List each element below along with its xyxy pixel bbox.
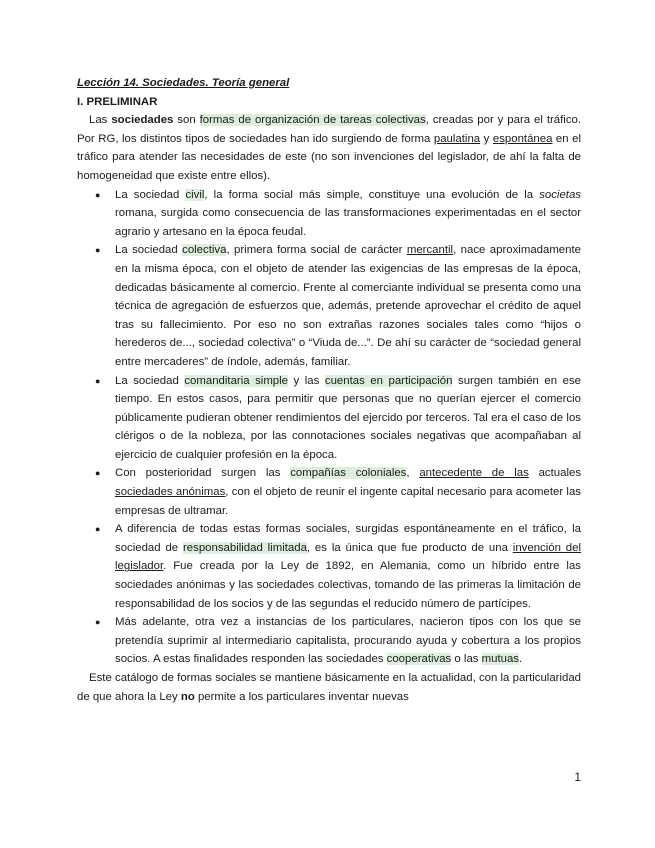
closing-paragraph: Este catálogo de formas sociales se mantiene básicamente en la actualidad, con la particularidad de que ahora la Ley no permite a los particulares inventar nuevas xyxy=(77,672,581,703)
highlight: compañías coloniales xyxy=(290,467,407,480)
highlight: formas de organización de tareas colectivas xyxy=(199,114,426,127)
list-item: ● La sociedad civil, la forma social más simple, constituye una evolución de la societas romana, surgida como consecuencia de las transformaciones experimentadas en el sector agrario y artesano en la época feudal. xyxy=(115,186,581,242)
lesson-title: Lección 14. Sociedades. Teoría general xyxy=(77,77,290,89)
highlight: responsabilidad limitada xyxy=(183,541,307,554)
intro-paragraph: Las sociedades son formas de organización de tareas colectivas, creadas por y para el tráfico. Por RG, los distintos tipos de sociedades han ido surgiendo de forma paulatina y espontánea en el tráfico para atender las necesidades de este (no son invenciones del legislador, de ahí la falta de homogeneidad que existe entre ellos). xyxy=(77,114,582,182)
highlight: cuentas en participación xyxy=(324,374,453,387)
highlight: civil xyxy=(185,188,205,201)
list-item: ● La sociedad comanditaria simple y las cuentas en participación surgen también en ese tiempo. En estos casos, para permitir que personas que no querían ejercer el comercio públicamente pudieran obtener rendimientos del ejercido por terceros. Tal era el caso de los clérigos o de la nobleza, por las connotaciones sociales negativas que acompañaban al ejercicio de cualquier profesión en la época. xyxy=(115,372,581,465)
highlight: cooperativas xyxy=(386,653,452,666)
highlight: mutuas xyxy=(481,653,519,666)
document-page xyxy=(77,74,581,706)
list-item: ● La sociedad colectiva, primera forma social de carácter mercantil, nace aproximadamente en la misma época, con el objeto de atender las exigencias de las empresas de la época, dedicadas básicamente al comercio. Frente al comerciante individual se presenta como una técnica de agregación de esfuerzos que, además, pretende aprovechar el crédito de aquel tras su fallecimiento. Por eso no son extrañas razones sociales tales como “hijos o herederos de..., sociedad colectiva” o “Viuda de...”. De ahí su carácter de “sociedad general entre mercaderes” de índole, además, familiar. xyxy=(115,241,581,371)
list-item: ● A diferencia de todas estas formas sociales, surgidas espontáneamente en el tráfico, la sociedad de responsabilidad limitada, es la única que fue producto de una invención del legislador. Fue creada por la Ley de 1892, en Alemania, como un híbrido entre las sociedades anónimas y las sociedades colectivas, tomando de las primeras la limitación de responsabilidad de los socios y de las segundas el reducido número de partícipes. xyxy=(115,520,581,613)
bullet-list xyxy=(77,186,581,669)
highlight: colectiva xyxy=(182,244,227,257)
list-item: ● Con posterioridad surgen las compañías coloniales, antecedente de las actuales sociedades anónimas, con el objeto de reunir el ingente capital necesario para acometer las empresas de ultramar. xyxy=(115,464,581,520)
section-heading: I. PRELIMINAR xyxy=(77,95,158,108)
highlight: comanditaria simple xyxy=(184,374,289,387)
list-item: ● Más adelante, otra vez a instancias de los particulares, nacieron tipos con los que se pretendía suprimir al intermediario capitalista, procurando ayuda y cobertura a los propios socios. A estas finalidades responden las sociedades cooperativas o las mutuas. xyxy=(115,613,581,669)
page-number: 1 xyxy=(574,770,581,784)
